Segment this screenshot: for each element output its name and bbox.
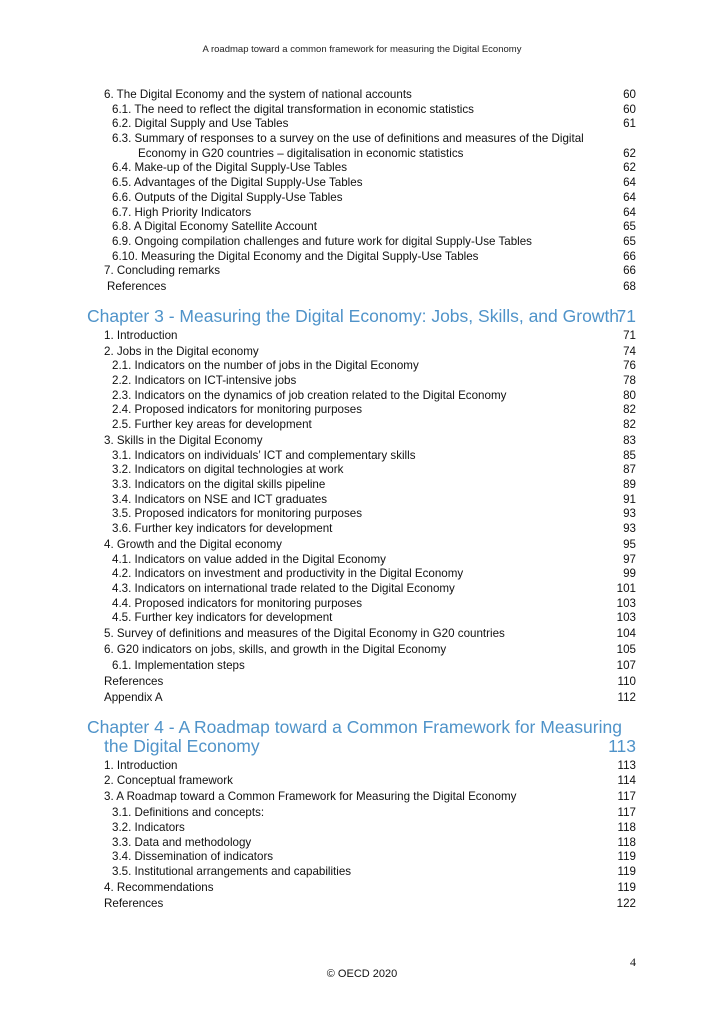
toc-entry-label: 3. Skills in the Digital Economy xyxy=(104,434,263,447)
toc-entry-page: 76 xyxy=(623,359,636,373)
toc-entry[interactable] xyxy=(0,161,724,176)
toc-entry-label: 1. Introduction xyxy=(104,328,178,342)
toc-entry[interactable] xyxy=(0,611,724,626)
toc-entry[interactable] xyxy=(0,881,724,896)
toc-entry-page: 113 xyxy=(617,758,636,772)
toc-entry-page: 91 xyxy=(623,492,636,506)
running-header: A roadmap toward a common framework for measuring the Digital Economy xyxy=(202,44,522,55)
toc-entry-page: 62 xyxy=(623,146,636,160)
toc-entry[interactable] xyxy=(0,567,724,582)
toc-entry-label: 2.5. Further key areas for development xyxy=(112,418,312,432)
toc-entry-label: 3.3. Data and methodology xyxy=(112,835,252,849)
toc-block-chapter2-tail xyxy=(0,88,724,295)
toc-entry-page: 64 xyxy=(623,190,636,204)
table-of-contents xyxy=(0,88,724,911)
toc-entry-page: 107 xyxy=(616,659,636,673)
toc-entry[interactable] xyxy=(0,659,724,674)
toc-entry-page: 114 xyxy=(617,774,636,788)
toc-entry[interactable] xyxy=(0,206,724,221)
toc-entry-page: 78 xyxy=(623,374,636,388)
chapter3-title: Chapter 3 - Measuring the Digital Economy: Jobs, Skills, and Growth xyxy=(87,305,620,326)
toc-entry[interactable] xyxy=(0,675,724,690)
toc-entry[interactable] xyxy=(0,643,724,658)
toc-entry-label: 3.3. Indicators on the digital skills pipeline xyxy=(112,478,326,492)
toc-entry[interactable] xyxy=(0,359,724,374)
toc-entry-page: 119 xyxy=(617,880,636,894)
toc-entry[interactable] xyxy=(0,280,724,295)
toc-entry-page: 93 xyxy=(623,507,636,521)
toc-entry[interactable] xyxy=(0,176,724,191)
chapter4-title-line2: the Digital Economy xyxy=(104,735,260,756)
toc-entry[interactable] xyxy=(0,418,724,433)
toc-entry-page: 61 xyxy=(623,117,636,131)
toc-entry-label: 6.7. High Priority Indicators xyxy=(112,205,252,219)
toc-entry[interactable] xyxy=(0,117,724,132)
toc-entry[interactable] xyxy=(0,235,724,250)
toc-entry-label: 3.1. Indicators on individuals’ ICT and complementary skills xyxy=(112,448,416,462)
chapter4-title-line1: Chapter 4 - A Roadmap toward a Common Framework for Measuring xyxy=(87,716,622,737)
toc-entry[interactable] xyxy=(0,403,724,418)
toc-entry-page: 118 xyxy=(617,820,636,834)
toc-entry-label: 6.1. Implementation steps xyxy=(112,659,245,673)
page-number: 4 xyxy=(630,955,636,969)
toc-entry-page: 89 xyxy=(623,478,636,492)
toc-entry[interactable] xyxy=(0,836,724,851)
toc-entry-page: 60 xyxy=(623,102,636,116)
toc-entry-label: 6.9. Ongoing compilation challenges and future work for digital Supply-Use Tables xyxy=(112,234,532,248)
toc-entry[interactable] xyxy=(0,147,724,162)
toc-entry-label: 4.3. Indicators on international trade related to the Digital Economy xyxy=(112,582,455,596)
toc-entry-label: Appendix A xyxy=(104,690,163,704)
toc-block-chapter4 xyxy=(0,759,724,912)
toc-entry[interactable] xyxy=(0,806,724,821)
toc-entry-label: References xyxy=(104,896,164,910)
toc-entry-label: 6.2. Digital Supply and Use Tables xyxy=(112,117,289,131)
toc-entry-page: 95 xyxy=(623,538,636,551)
toc-entry[interactable] xyxy=(0,478,724,493)
toc-entry-label: 6.5. Advantages of the Digital Supply-Use Tables xyxy=(112,176,363,190)
toc-entry[interactable] xyxy=(0,389,724,404)
toc-entry-label: 4. Recommendations xyxy=(104,880,214,894)
toc-entry-page: 68 xyxy=(623,280,636,294)
toc-entry-page: 119 xyxy=(617,850,636,864)
toc-entry-page: 104 xyxy=(616,627,636,641)
toc-entry-page: 71 xyxy=(623,328,636,342)
toc-entry[interactable] xyxy=(0,627,724,642)
toc-entry-label: 3.5. Proposed indicators for monitoring purposes xyxy=(112,507,363,521)
toc-entry[interactable] xyxy=(0,191,724,206)
toc-entry-label: 3. A Roadmap toward a Common Framework for Measuring the Digital Economy xyxy=(104,790,517,804)
toc-entry-page: 103 xyxy=(616,596,636,610)
toc-entry[interactable] xyxy=(0,463,724,478)
chapter4-page: 113 xyxy=(608,735,636,756)
toc-entry-label: 1. Introduction xyxy=(104,758,178,772)
toc-entry[interactable] xyxy=(0,329,724,344)
toc-entry-page: 117 xyxy=(617,790,636,804)
toc-entry-page: 87 xyxy=(623,463,636,477)
toc-entry-page: 65 xyxy=(623,234,636,248)
toc-entry-label: 2. Jobs in the Digital economy xyxy=(104,344,259,358)
toc-entry[interactable] xyxy=(0,220,724,235)
toc-entry-label: 4.1. Indicators on value added in the Digital Economy xyxy=(112,552,386,566)
toc-entry-label: 3.1. Definitions and concepts: xyxy=(112,806,265,820)
toc-entry-label: 6.8. A Digital Economy Satellite Account xyxy=(112,220,317,234)
toc-entry-label: 2.2. Indicators on ICT-intensive jobs xyxy=(112,374,297,388)
toc-entry-label: 3.5. Institutional arrangements and capabilities xyxy=(112,864,352,878)
toc-entry-label: 6.10. Measuring the Digital Economy and the Digital Supply-Use Tables xyxy=(112,249,479,263)
toc-entry[interactable] xyxy=(0,865,724,880)
toc-entry[interactable] xyxy=(0,538,724,553)
toc-entry-label: 6.6. Outputs of the Digital Supply-Use Tables xyxy=(112,190,343,204)
toc-entry[interactable] xyxy=(0,493,724,508)
toc-entry[interactable] xyxy=(0,850,724,865)
toc-block-chapter3 xyxy=(0,329,724,706)
toc-entry-page: 97 xyxy=(623,552,636,566)
toc-entry-label: 3.2. Indicators on digital technologies at work xyxy=(112,463,344,477)
toc-entry[interactable] xyxy=(0,821,724,836)
toc-entry[interactable] xyxy=(0,132,724,147)
toc-entry-page: 66 xyxy=(623,264,636,278)
toc-entry-label: 2.1. Indicators on the number of jobs in the Digital Economy xyxy=(112,359,419,373)
toc-entry-label: 3.4. Indicators on NSE and ICT graduates xyxy=(112,492,328,506)
toc-entry[interactable] xyxy=(0,264,724,279)
toc-entry[interactable] xyxy=(0,597,724,612)
toc-entry-page: 62 xyxy=(623,161,636,175)
toc-entry-label: 6. G20 indicators on jobs, skills, and growth in the Digital Economy xyxy=(104,643,447,657)
toc-entry-label: 6.4. Make-up of the Digital Supply-Use Tables xyxy=(112,161,348,175)
toc-entry[interactable] xyxy=(0,759,724,774)
toc-entry[interactable] xyxy=(0,103,724,118)
toc-entry-label: 3.4. Dissemination of indicators xyxy=(112,850,274,864)
toc-entry-page: 64 xyxy=(623,205,636,219)
toc-entry-page: 110 xyxy=(617,674,636,688)
toc-entry[interactable] xyxy=(0,449,724,464)
toc-entry-label: 3.6. Further key indicators for development xyxy=(112,522,333,536)
toc-entry-page: 85 xyxy=(623,448,636,462)
toc-entry-label: References xyxy=(107,280,167,294)
toc-entry-page: 105 xyxy=(616,643,636,657)
toc-entry[interactable] xyxy=(0,553,724,568)
toc-entry-label: Economy in G20 countries – digitalisation in economic statistics xyxy=(138,146,464,160)
toc-entry-page: 80 xyxy=(623,388,636,402)
toc-entry[interactable] xyxy=(0,774,724,789)
toc-entry-page: 66 xyxy=(623,249,636,263)
toc-entry-page: 122 xyxy=(616,896,636,910)
toc-entry-label: 6.3. Summary of responses to a survey on the use of definitions and measures of the Digital xyxy=(112,132,584,146)
toc-entry-label: 7. Concluding remarks xyxy=(104,264,220,278)
toc-entry[interactable] xyxy=(0,374,724,389)
toc-entry-label: 2.3. Indicators on the dynamics of job creation related to the Digital Economy xyxy=(112,388,507,402)
toc-entry-page: 103 xyxy=(616,611,636,625)
toc-entry-page: 119 xyxy=(617,864,636,878)
chapter4-heading[interactable] xyxy=(0,718,724,756)
toc-entry-page: 118 xyxy=(617,835,636,849)
toc-entry[interactable] xyxy=(0,522,724,537)
toc-entry[interactable] xyxy=(0,88,724,103)
toc-entry-page: 60 xyxy=(623,88,636,101)
toc-entry[interactable] xyxy=(0,434,724,449)
toc-entry-page: 112 xyxy=(617,690,636,704)
toc-entry-label: 4. Growth and the Digital economy xyxy=(104,538,282,551)
toc-entry-page: 117 xyxy=(617,806,636,820)
toc-entry-label: 4.5. Further key indicators for development xyxy=(112,611,333,625)
toc-entry-label: 2.4. Proposed indicators for monitoring purposes xyxy=(112,403,363,417)
toc-entry-page: 82 xyxy=(623,403,636,417)
toc-entry-label: 4.4. Proposed indicators for monitoring purposes xyxy=(112,596,363,610)
toc-entry[interactable] xyxy=(0,897,724,912)
toc-entry-label: 3.2. Indicators xyxy=(112,820,185,834)
toc-entry-label: 2. Conceptual framework xyxy=(104,774,233,788)
toc-entry-page: 64 xyxy=(623,176,636,190)
toc-entry[interactable] xyxy=(0,582,724,597)
toc-entry-page: 82 xyxy=(623,418,636,432)
toc-entry-page: 65 xyxy=(623,220,636,234)
toc-entry-label: 4.2. Indicators on investment and productivity in the Digital Economy xyxy=(112,567,464,581)
toc-entry-label: 5. Survey of definitions and measures of the Digital Economy in G20 countries xyxy=(104,627,505,641)
toc-entry-label: References xyxy=(104,674,164,688)
toc-entry-page: 101 xyxy=(616,582,636,596)
toc-entry-label: 6.1. The need to reflect the digital transformation in economic statistics xyxy=(112,102,474,116)
toc-entry[interactable] xyxy=(0,507,724,522)
chapter3-heading[interactable] xyxy=(0,307,724,326)
toc-entry-label: 6. The Digital Economy and the system of national accounts xyxy=(104,88,412,101)
toc-entry-page: 99 xyxy=(623,567,636,581)
toc-entry-page: 93 xyxy=(623,522,636,536)
toc-entry[interactable] xyxy=(0,691,724,706)
toc-entry-page: 83 xyxy=(623,434,636,447)
chapter3-page: 71 xyxy=(616,305,636,326)
toc-entry-page: 74 xyxy=(623,344,636,358)
toc-entry[interactable] xyxy=(0,250,724,265)
toc-entry[interactable] xyxy=(0,345,724,360)
copyright-footer: © OECD 2020 xyxy=(326,968,398,980)
toc-entry[interactable] xyxy=(0,790,724,805)
